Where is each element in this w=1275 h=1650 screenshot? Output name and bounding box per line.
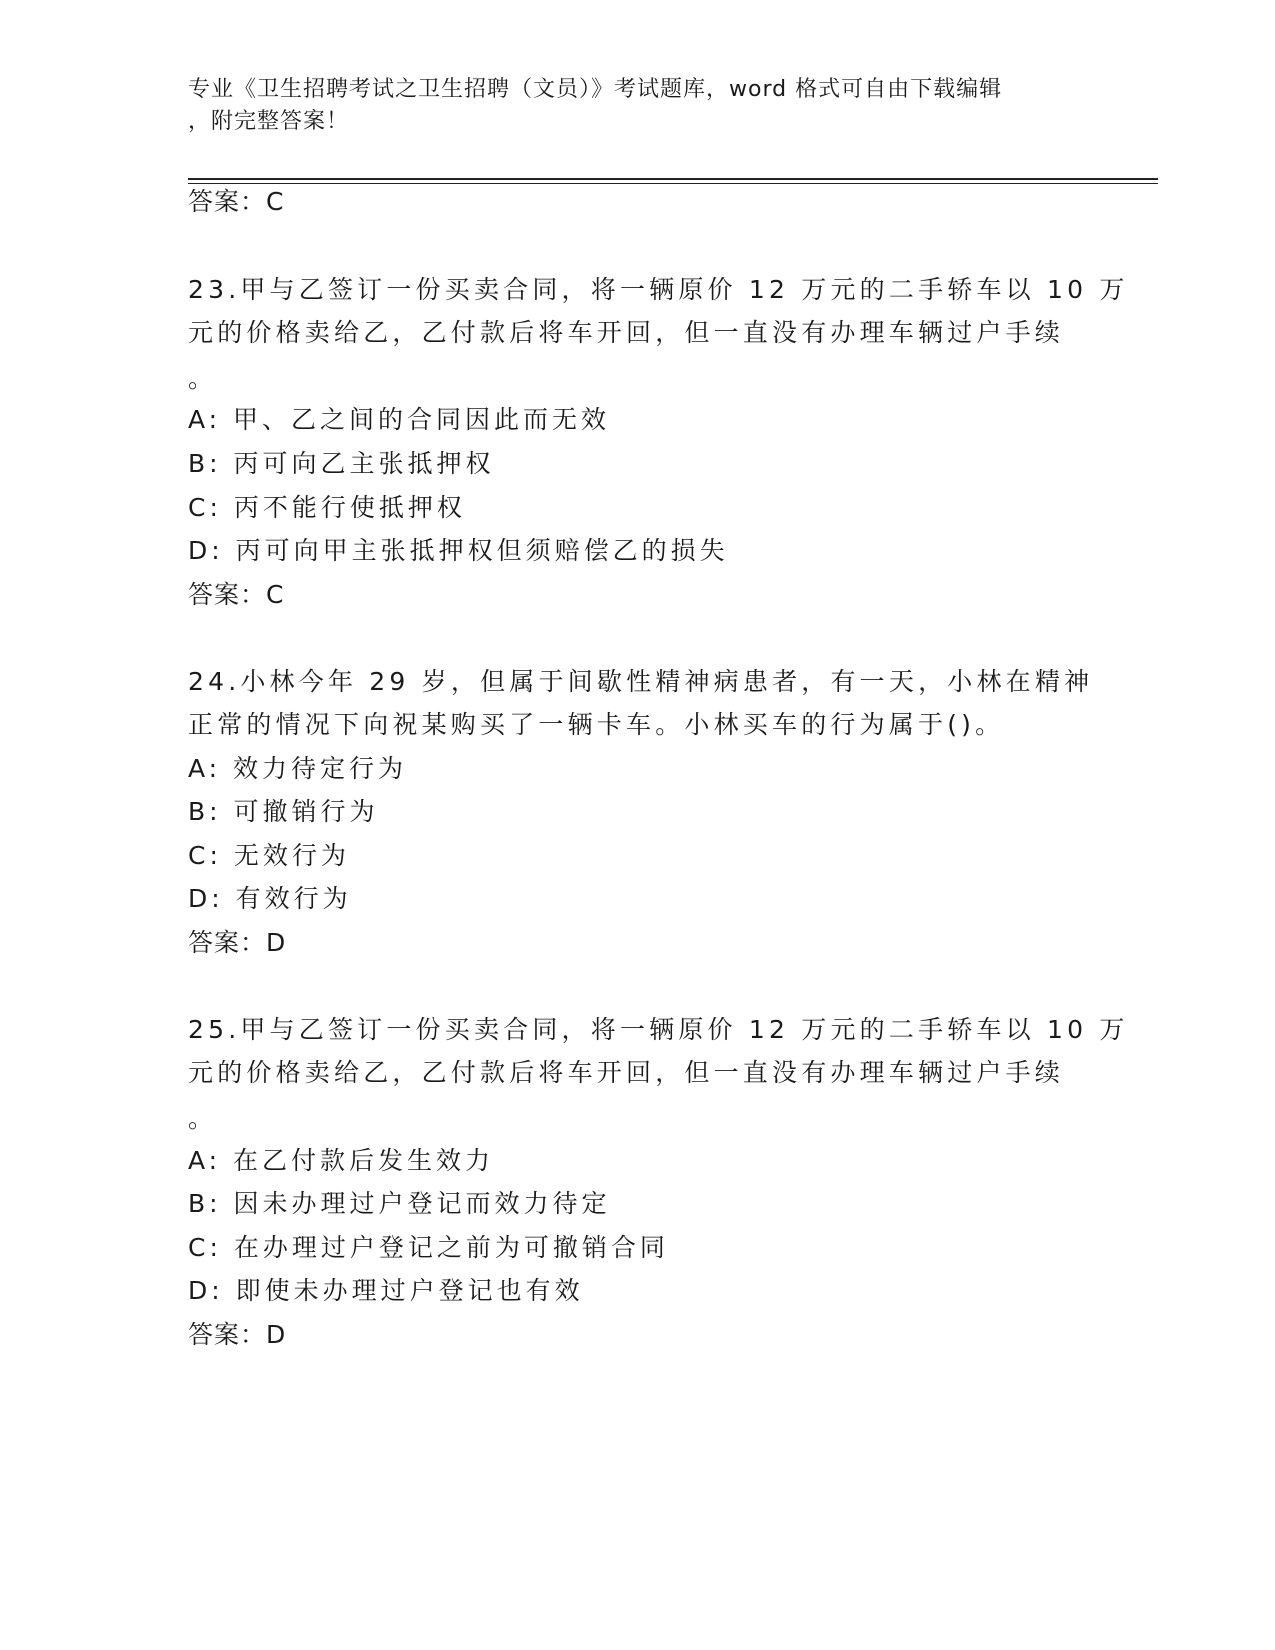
q25-stem-line-2: 元的价格卖给乙，乙付款后将车开回，但一直没有办理车辆过户手续: [188, 1058, 1065, 1087]
previous-answer: 答案：C: [188, 187, 285, 216]
q25-option-c: C: 在办理过户登记之前为可撤销合同: [188, 1233, 669, 1262]
q23-option-c: C: 丙不能行使抵押权: [188, 493, 466, 522]
q24-answer: 答案：D: [188, 928, 287, 957]
q25-answer: 答案：D: [188, 1320, 287, 1349]
q25-stem-line-1: 25.甲与乙签订一份买卖合同，将一辆原价 12 万元的二手轿车以 10 万: [188, 1015, 1129, 1044]
q25-option-d: D: 即使未办理过户登记也有效: [188, 1276, 584, 1305]
q23-option-d: D: 丙可向甲主张抵押权但须赔偿乙的损失: [188, 536, 729, 565]
q23-option-b: B: 丙可向乙主张抵押权: [188, 449, 495, 478]
header-line-1: 专业《卫生招聘考试之卫生招聘（文员）》考试题库，word 格式可自由下载编辑: [188, 77, 1003, 102]
q24-stem-line-2: 正常的情况下向祝某购买了一辆卡车。小林买车的行为属于()。: [188, 710, 1005, 739]
q24-option-d: D: 有效行为: [188, 884, 352, 913]
q23-stem-line-3: 。: [188, 364, 218, 393]
q25-option-a: A: 在乙付款后发生效力: [188, 1146, 495, 1175]
q24-option-b: B: 可撤销行为: [188, 797, 379, 826]
q25-option-b: B: 因未办理过户登记而效力待定: [188, 1189, 611, 1218]
q23-stem-line-1: 23.甲与乙签订一份买卖合同，将一辆原价 12 万元的二手轿车以 10 万: [188, 275, 1129, 304]
q23-stem-line-2: 元的价格卖给乙，乙付款后将车开回，但一直没有办理车辆过户手续: [188, 318, 1065, 347]
q25-stem-line-3: 。: [188, 1104, 218, 1133]
header-divider-thick: [188, 178, 1158, 180]
header-line-2: ，附完整答案！: [188, 109, 350, 134]
document-header: [188, 74, 1068, 138]
q24-option-a: A: 效力待定行为: [188, 754, 408, 783]
q24-option-c: C: 无效行为: [188, 841, 350, 870]
q23-option-a: A: 甲、乙之间的合同因此而无效: [188, 405, 611, 434]
q24-stem-line-1: 24.小林今年 29 岁，但属于间歇性精神病患者，有一天，小林在精神: [188, 667, 1094, 696]
q23-answer: 答案：C: [188, 580, 285, 609]
header-divider-thin: [188, 183, 1158, 184]
